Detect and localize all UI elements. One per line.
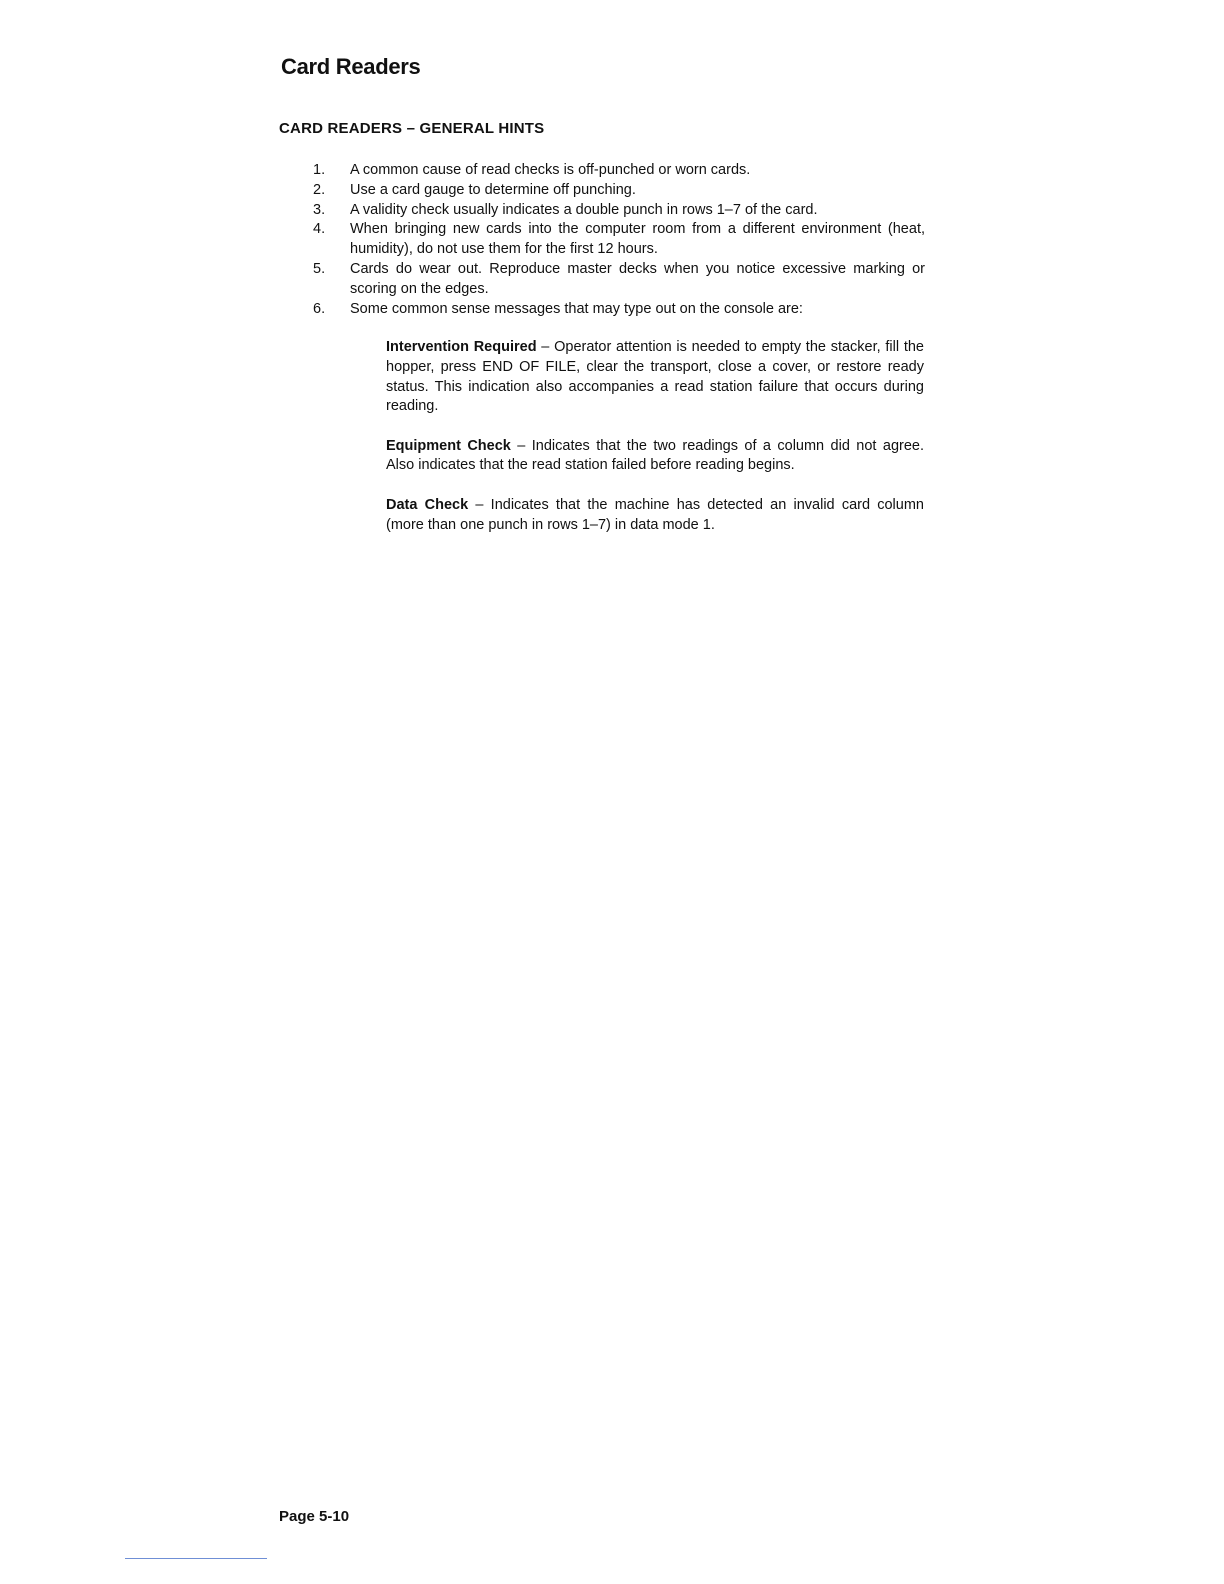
list-item-text: Use a card gauge to determine off punching. bbox=[350, 181, 636, 198]
list-item-number: 6. bbox=[313, 300, 326, 317]
list-item bbox=[313, 300, 925, 320]
list-item bbox=[313, 220, 925, 260]
list-item bbox=[313, 260, 925, 300]
list-item-text: A validity check usually indicates a double punch in rows 1–7 of the card. bbox=[350, 201, 818, 218]
list-item-text: A common cause of read checks is off-punched or worn cards. bbox=[350, 162, 751, 178]
message-intervention-required bbox=[386, 338, 924, 417]
page-title: Card Readers bbox=[281, 54, 421, 79]
list-item-number: 1. bbox=[313, 162, 326, 178]
message-term: Intervention Required bbox=[386, 339, 537, 355]
list-item-number: 4. bbox=[313, 221, 326, 238]
message-description: – Operator attention is needed to empty the stacker, fill the hopper, press END OF FILE, clear the transport, close a cover, or restore ready status. This indication also accompanies a read station failure that occurs during reading. bbox=[386, 339, 924, 415]
page-number: Page 5-10 bbox=[279, 1508, 350, 1525]
console-messages bbox=[386, 338, 924, 555]
footer-divider bbox=[125, 1558, 267, 1559]
hints-list bbox=[313, 161, 925, 319]
message-description: – Indicates that the two readings of a column did not agree. Also indicates that the read station failed before reading begins. bbox=[386, 437, 924, 474]
list-item-text: When bringing new cards into the computer room from a different environment (heat, humidity), do not use them for the first 12 hours. bbox=[350, 221, 925, 258]
message-data-check bbox=[386, 496, 924, 536]
list-item bbox=[313, 201, 925, 221]
section-heading: CARD READERS – GENERAL HINTS bbox=[279, 120, 545, 137]
list-item-number: 3. bbox=[313, 201, 326, 218]
list-item-number: 2. bbox=[313, 181, 326, 198]
message-equipment-check bbox=[386, 437, 924, 477]
message-description: – Indicates that the machine has detected an invalid card column (more than one punch in rows 1–7) in data mode 1. bbox=[386, 496, 924, 533]
list-item-number: 5. bbox=[313, 260, 326, 277]
list-item-text: Some common sense messages that may type out on the console are: bbox=[350, 300, 803, 317]
list-item bbox=[313, 181, 925, 201]
message-term: Equipment Check bbox=[386, 437, 511, 454]
list-item bbox=[313, 161, 925, 181]
list-item-text: Cards do wear out. Reproduce master decks when you notice excessive marking or scoring on the edges. bbox=[350, 260, 925, 297]
message-term: Data Check bbox=[386, 496, 469, 513]
